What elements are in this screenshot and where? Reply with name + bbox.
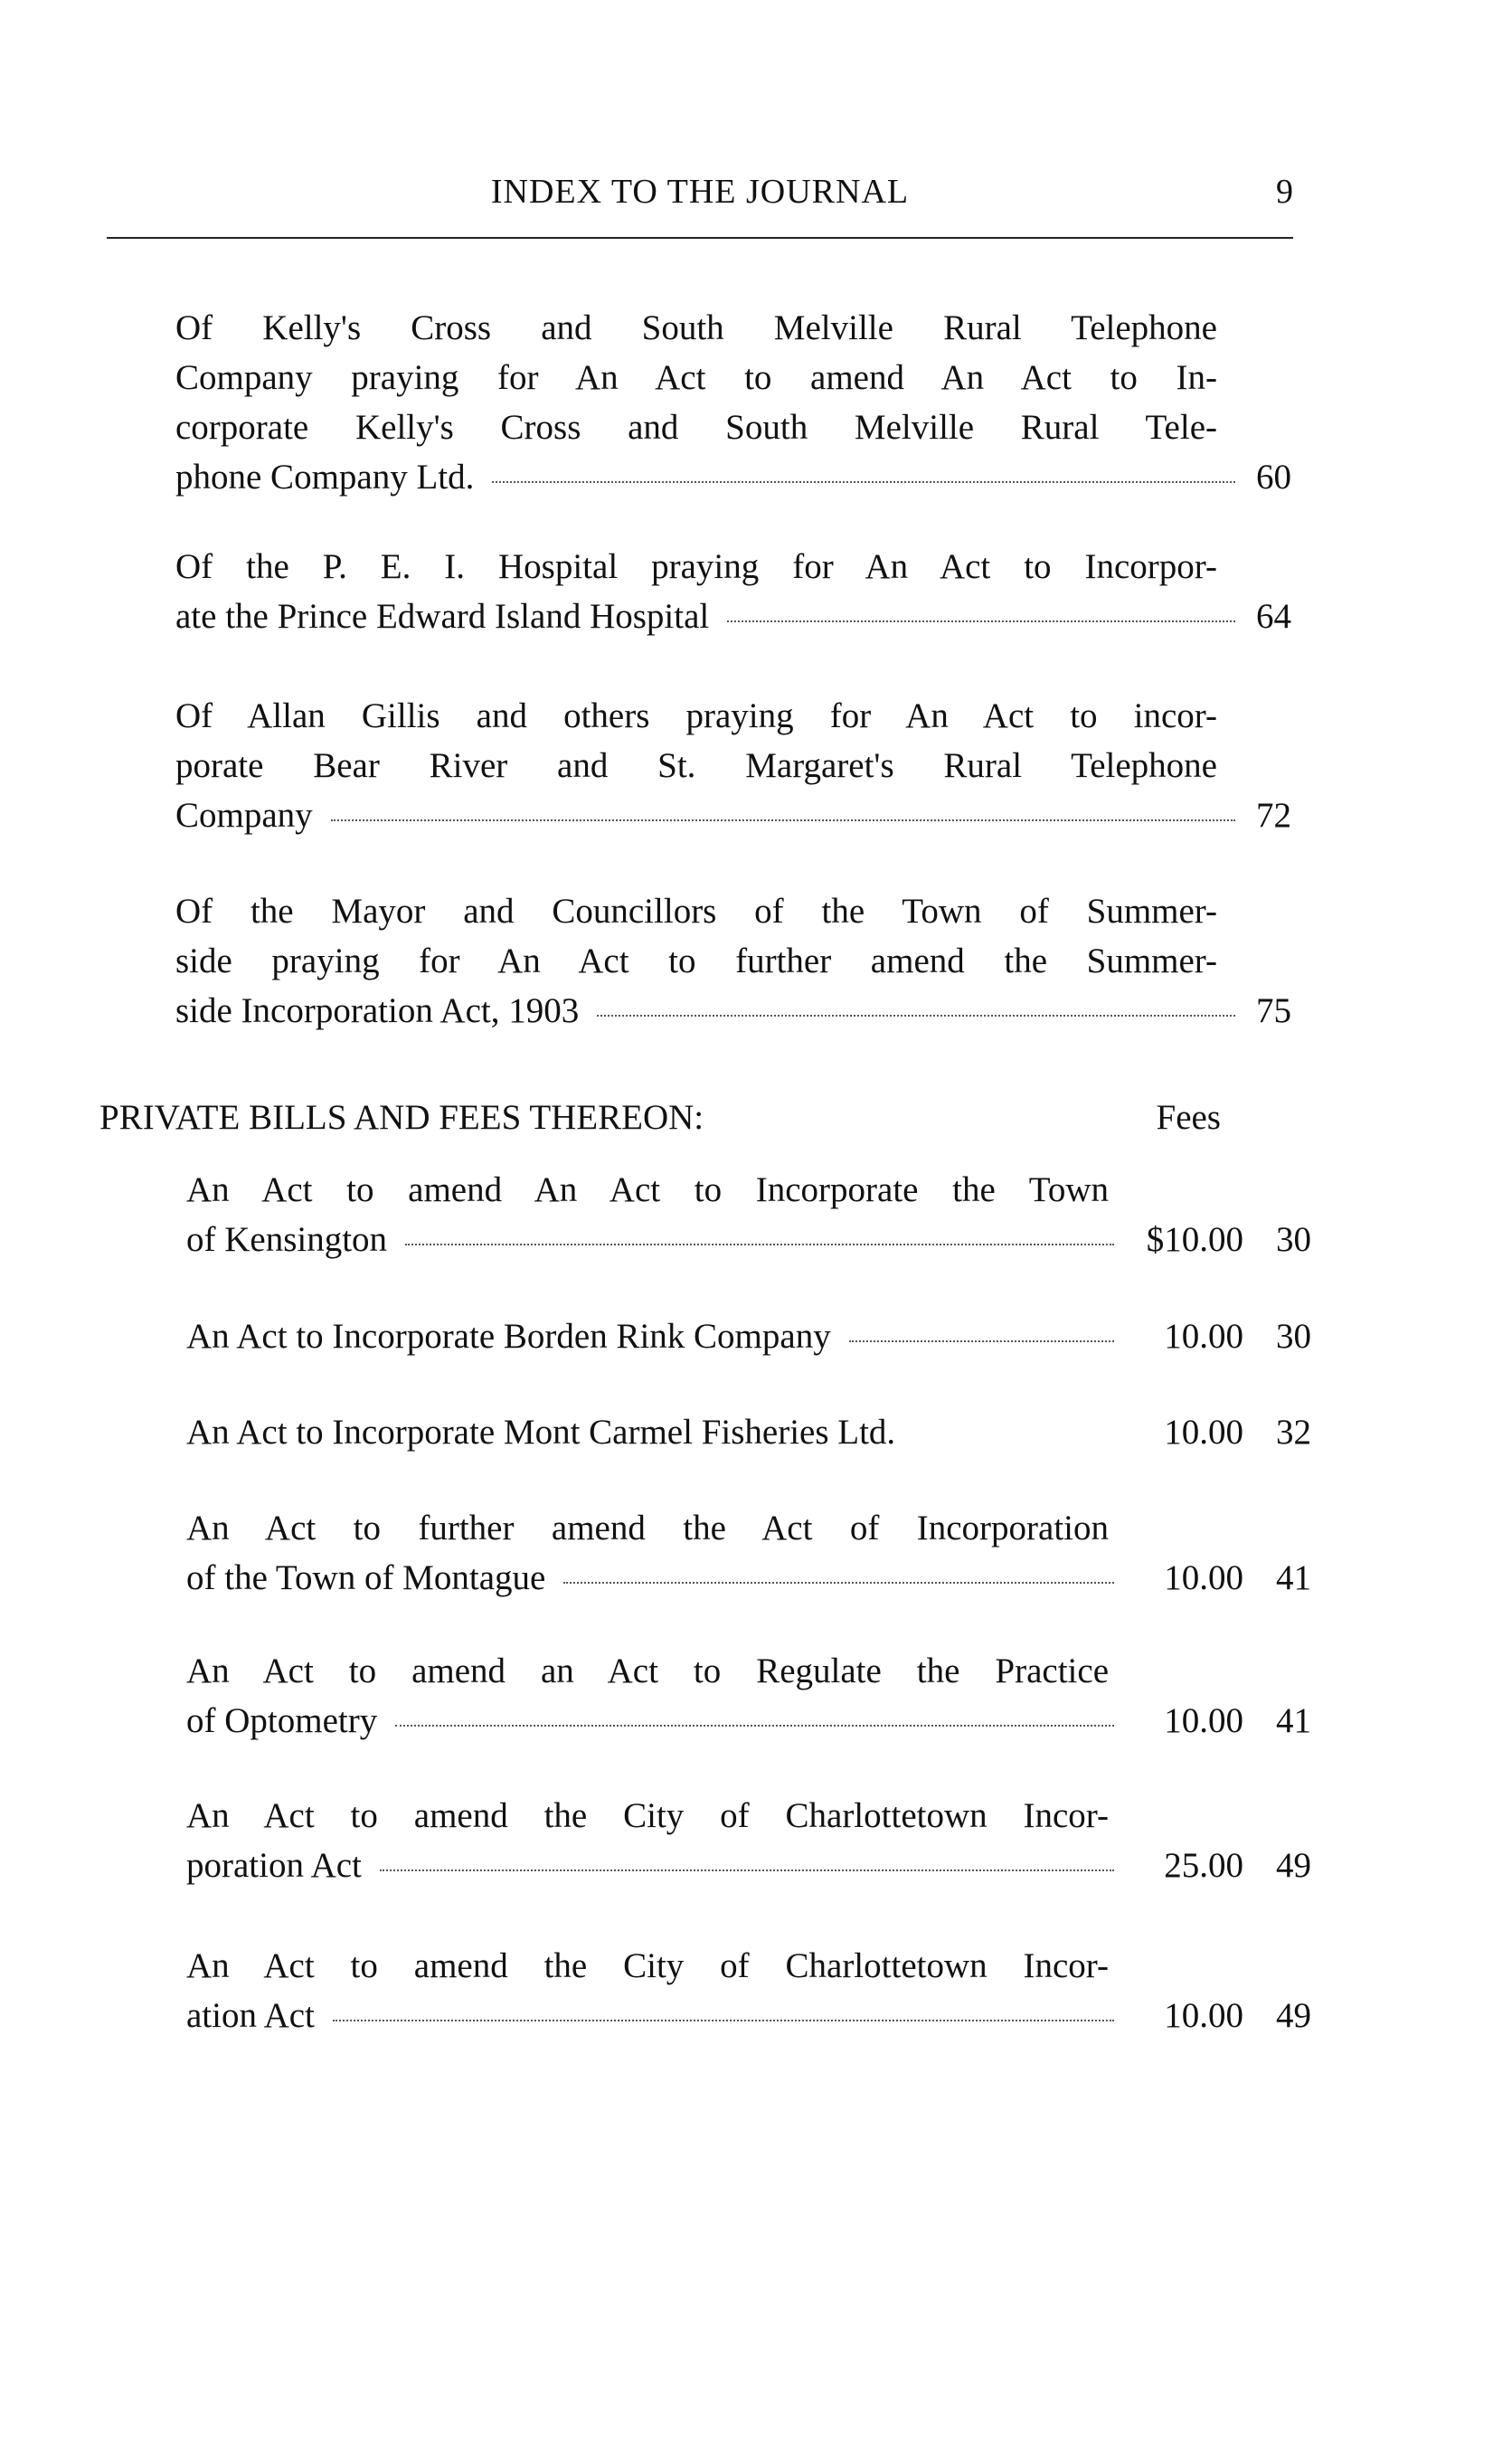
fees-column-label: Fees [1156, 1098, 1221, 1137]
entry-line: Of the Mayor and Councillors of the Town of Summer- [175, 892, 1217, 931]
entry-last-line [175, 790, 1291, 840]
entry-line: side Incorporation Act, 1903 [175, 991, 580, 1030]
dot-leader [405, 1244, 1114, 1245]
page-reference: 64 [1256, 597, 1291, 636]
header-divider [107, 237, 1293, 239]
page-reference: 49 [1276, 1996, 1311, 2035]
entry-last-line [175, 986, 1291, 1036]
petition-entry [175, 303, 1291, 502]
entry-line: phone Company Ltd. [175, 458, 475, 497]
page-reference: 32 [1276, 1413, 1311, 1452]
page-header [107, 172, 1293, 226]
dot-leader [331, 819, 1235, 821]
page-reference: 41 [1276, 1701, 1311, 1740]
dot-leader [333, 2020, 1114, 2021]
entry-last-line [186, 1696, 1311, 1746]
entry-line: Of Kelly's Cross and South Melville Rural Telephone [175, 308, 1217, 347]
bill-entry [186, 1165, 1311, 1264]
fee-amount: 10.00 [1164, 1317, 1243, 1356]
entry-line: An Act to Incorporate Borden Rink Company [186, 1317, 831, 1356]
dot-leader [492, 481, 1235, 483]
entry-last-line [175, 452, 1291, 502]
entry-line: ation Act [186, 1996, 315, 2035]
dot-leader [849, 1340, 1114, 1342]
entry-last-line [186, 1841, 1311, 1890]
section-heading [99, 1093, 1221, 1142]
running-head-title: INDEX TO THE JOURNAL [490, 173, 910, 211]
fee-amount: 10.00 [1164, 1558, 1243, 1597]
entry-line: of Kensington [186, 1220, 388, 1259]
page-number: 9 [1276, 173, 1293, 211]
page-reference: 49 [1276, 1846, 1311, 1885]
fee-amount: 10.00 [1164, 1413, 1243, 1452]
petition-entry [175, 542, 1291, 641]
dot-leader [380, 1869, 1114, 1871]
entry-line: An Act to amend an Act to Regulate the Practice [186, 1652, 1109, 1690]
page-reference: 75 [1256, 991, 1291, 1030]
section-title: PRIVATE BILLS AND FEES THEREON: [99, 1098, 704, 1137]
entry-line: Of the P. E. I. Hospital praying for An Act to Incorpor- [175, 547, 1217, 586]
bill-entry [186, 1646, 1311, 1746]
bill-entry [186, 1407, 1311, 1457]
entry-line: An Act to amend the City of Charlottetown Incor- [186, 1946, 1109, 1985]
entry-line: Company [175, 796, 313, 835]
bill-entry [186, 1311, 1311, 1361]
page-reference: 30 [1276, 1220, 1311, 1259]
fee-amount: 10.00 [1164, 1701, 1243, 1740]
entry-line: An Act to further amend the Act of Incorporation [186, 1509, 1109, 1548]
dot-leader [597, 1015, 1235, 1017]
fee-amount: 10.00 [1164, 1996, 1243, 2035]
bill-entry [186, 1503, 1311, 1603]
entry-last-line [186, 1991, 1311, 2040]
bill-entry [186, 1791, 1311, 1890]
page-reference: 72 [1256, 796, 1291, 835]
page-reference: 41 [1276, 1558, 1311, 1597]
entry-line: ate the Prince Edward Island Hospital [175, 597, 710, 636]
bill-entry [186, 1941, 1311, 2040]
dot-leader [395, 1725, 1114, 1727]
entry-last-line [175, 592, 1291, 641]
entry-line: poration Act [186, 1846, 362, 1885]
petition-entry [175, 691, 1291, 840]
entry-line: of Optometry [186, 1701, 378, 1740]
petition-entry [175, 886, 1291, 1036]
entry-line: corporate Kelly's Cross and South Melville Rural Tele- [175, 408, 1217, 447]
dot-leader [563, 1582, 1114, 1584]
entry-line: Of Allan Gillis and others praying for An Act to incor- [175, 696, 1217, 735]
entry-last-line [186, 1407, 1311, 1457]
entry-line: of the Town of Montague [186, 1558, 546, 1597]
entry-line: side praying for An Act to further amend the Summer- [175, 942, 1217, 980]
fee-amount: 25.00 [1164, 1846, 1243, 1885]
fee-amount: $10.00 [1146, 1220, 1243, 1259]
dot-leader [727, 620, 1235, 622]
entry-last-line [186, 1311, 1311, 1361]
page-reference: 60 [1256, 458, 1291, 497]
entry-last-line [186, 1215, 1311, 1264]
entry-line: Company praying for An Act to amend An Act to In- [175, 358, 1217, 397]
entry-line: porate Bear River and St. Margaret's Rural Telephone [175, 746, 1217, 785]
entry-line: An Act to Incorporate Mont Carmel Fisheries Ltd. [186, 1413, 896, 1452]
entry-last-line [186, 1553, 1311, 1603]
page-reference: 30 [1276, 1317, 1311, 1356]
entry-line: An Act to amend An Act to Incorporate the Town [186, 1170, 1109, 1209]
entry-line: An Act to amend the City of Charlottetown Incor- [186, 1796, 1109, 1835]
